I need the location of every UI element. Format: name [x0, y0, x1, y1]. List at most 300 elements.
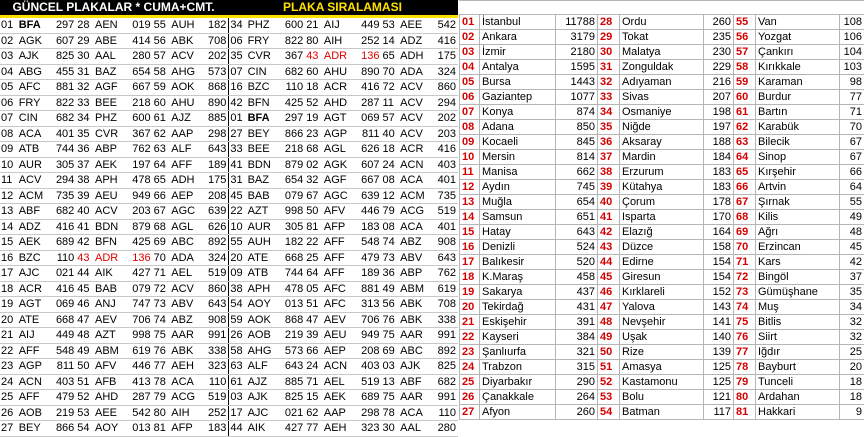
plate-letters: ABC [170, 235, 200, 251]
plate-number: 416 [353, 80, 382, 96]
rank-code: 34 [598, 105, 620, 120]
plate-number: 305 [48, 157, 77, 173]
rank-code: 28 [598, 15, 620, 30]
plate-province-code: 43 [305, 49, 323, 65]
plate-letters: AJK [399, 359, 429, 375]
plate-count: 18 [840, 375, 864, 390]
plate-count: 11788 [556, 15, 598, 30]
plate-province-code: 73 [381, 250, 399, 266]
province-name: Aydın [480, 180, 556, 195]
rank-code: 49 [598, 330, 620, 345]
plate-province-code: 15 [0, 235, 18, 251]
plate-letters: FRY [18, 95, 48, 111]
rank-code: 25 [460, 375, 480, 390]
plate-number: 416 [48, 219, 77, 235]
rank-code: 61 [734, 105, 756, 120]
plate-number: 298 [200, 126, 229, 142]
plate-letters: CVR [94, 126, 124, 142]
plate-province-code: 03 [0, 49, 18, 65]
plate-province-code: 36 [76, 142, 94, 158]
plate-number: 425 [276, 95, 305, 111]
plate-province-code: 32 [76, 80, 94, 96]
ranking-row [460, 30, 864, 45]
plate-count: 260 [556, 405, 598, 420]
plate-province-code: 02 [305, 157, 323, 173]
plate-number: 998 [276, 204, 305, 220]
plate-count: 121 [704, 390, 734, 405]
rank-code: 42 [598, 225, 620, 240]
plate-letters: AGK [323, 157, 353, 173]
plate-number: 287 [124, 390, 153, 406]
plate-province-code: 09 [229, 266, 247, 282]
plate-letters: PHZ [247, 18, 277, 33]
plate-letters: BEY [18, 421, 48, 437]
rank-code: 80 [734, 390, 756, 405]
plate-number: 682 [276, 64, 305, 80]
plate-count: 164 [704, 225, 734, 240]
plate-letters: AUR [247, 219, 277, 235]
plate-number: 682 [429, 374, 458, 390]
province-name: Bilecik [756, 135, 840, 150]
plate-letters: ADZ [399, 33, 429, 49]
plate-province-code: 77 [305, 421, 323, 437]
plate-count: 77 [840, 90, 864, 105]
plate-province-code: 04 [0, 64, 18, 80]
rank-code: 43 [598, 240, 620, 255]
plate-province-code: 49 [76, 343, 94, 359]
rank-code: 78 [734, 360, 756, 375]
plate-province-code: 26 [229, 328, 247, 344]
rank-code: 56 [734, 30, 756, 45]
plate-province-code: 16 [0, 250, 18, 266]
rank-code: 33 [598, 90, 620, 105]
plate-number: 706 [124, 312, 153, 328]
plate-number: 542 [124, 405, 153, 421]
plate-province-code: 74 [381, 235, 399, 251]
plate-count: 20 [840, 360, 864, 375]
plate-number: 338 [429, 312, 458, 328]
plate-province-code: 63 [153, 142, 171, 158]
province-name: Afyon [480, 405, 556, 420]
plate-letters: ABK [399, 297, 429, 313]
plate-number: 762 [429, 266, 458, 282]
plate-number: 822 [48, 95, 77, 111]
plate-number: 654 [276, 173, 305, 189]
plate-letters: AEL [323, 374, 353, 390]
plate-letters: AUH [247, 235, 277, 251]
plate-number: 626 [353, 142, 382, 158]
plate-letters: AHU [170, 95, 200, 111]
province-name: Yalova [620, 300, 704, 315]
plate-province-code: 41 [229, 157, 247, 173]
province-name: Samsun [480, 210, 556, 225]
plate-letters: AGL [170, 219, 200, 235]
plate-row [0, 297, 458, 313]
province-name: İstanbul [480, 15, 556, 30]
plate-province-code: 39 [305, 328, 323, 344]
province-name: Diyarbakır [480, 375, 556, 390]
plate-number: 643 [200, 297, 229, 313]
plate-number: 949 [124, 188, 153, 204]
plate-province-code: 02 [0, 33, 18, 49]
plate-number: 991 [429, 390, 458, 406]
rank-code: 63 [734, 135, 756, 150]
plate-letters: ACG [170, 390, 200, 406]
plate-number: 811 [48, 359, 77, 375]
province-name: Şırnak [756, 195, 840, 210]
plate-province-code: 10 [0, 157, 18, 173]
plate-row [0, 312, 458, 328]
plate-row [0, 188, 458, 204]
plate-number: 323 [353, 421, 382, 437]
rank-code: 13 [460, 195, 480, 210]
rank-code: 31 [598, 60, 620, 75]
plate-number: 427 [276, 421, 305, 437]
plate-number: 654 [124, 64, 153, 80]
rank-code: 19 [460, 285, 480, 300]
plate-letters: ATE [18, 312, 48, 328]
rank-code: 35 [598, 120, 620, 135]
ranking-row [460, 90, 864, 105]
plate-province-code: 06 [0, 95, 18, 111]
province-name: Artvin [756, 180, 840, 195]
plate-province-code: 54 [76, 421, 94, 437]
plate-letters: AEL [170, 266, 200, 282]
plate-letters: AGT [323, 111, 353, 127]
rank-code: 47 [598, 300, 620, 315]
plate-province-code: 19 [0, 297, 18, 313]
plate-number: 110 [276, 80, 305, 96]
rank-code: 06 [460, 90, 480, 105]
plate-number: 280 [124, 49, 153, 65]
rank-code: 51 [598, 360, 620, 375]
plate-letters: AFP [170, 421, 200, 437]
plate-number: 668 [48, 312, 77, 328]
plate-letters: AEK [18, 235, 48, 251]
province-name: K.Maraş [480, 270, 556, 285]
plate-province-code: 65 [153, 173, 171, 189]
plate-province-code: 66 [305, 343, 323, 359]
province-name: Osmaniye [620, 105, 704, 120]
plate-province-code: 67 [153, 204, 171, 220]
plate-number: 998 [124, 328, 153, 344]
plate-number: 879 [276, 157, 305, 173]
plate-letters: BFA [18, 18, 48, 33]
plate-province-code: 73 [153, 297, 171, 313]
plate-province-code: 18 [305, 80, 323, 96]
plate-province-code: 08 [0, 126, 18, 142]
plate-province-code: 13 [381, 374, 399, 390]
plate-number: 323 [200, 359, 229, 375]
plate-letters: ABG [18, 64, 48, 80]
ranking-row [460, 45, 864, 60]
plate-letters: ALF [247, 359, 277, 375]
plate-number: 607 [353, 157, 382, 173]
plate-number: 427 [124, 266, 153, 282]
plate-province-code: 70 [381, 64, 399, 80]
plate-number: 626 [200, 219, 229, 235]
rank-code: 62 [734, 120, 756, 135]
plate-number: 338 [200, 343, 229, 359]
plate-letters: ABK [399, 312, 429, 328]
plate-count: 651 [556, 210, 598, 225]
plate-count: 1595 [556, 60, 598, 75]
plate-number: 069 [353, 111, 382, 127]
plate-letters: ACM [399, 188, 429, 204]
plate-number: 367 [124, 126, 153, 142]
plate-letters: ACV [399, 111, 429, 127]
plate-number: 908 [200, 312, 229, 328]
plate-letters: AGT [18, 297, 48, 313]
rank-code: 75 [734, 315, 756, 330]
ranking-row [460, 105, 864, 120]
plate-letters: AAR [399, 390, 429, 406]
province-name: Çanakkale [480, 390, 556, 405]
plate-letters: ABP [399, 266, 429, 282]
plate-number: 182 [276, 235, 305, 251]
rank-code: 53 [598, 390, 620, 405]
plate-letters: ABE [94, 33, 124, 49]
plate-letters: FRY [247, 33, 277, 49]
plate-row [0, 359, 458, 375]
plate-row [0, 33, 458, 49]
plate-count: 431 [556, 300, 598, 315]
plate-province-code: 16 [229, 80, 247, 96]
plate-province-code: 56 [381, 297, 399, 313]
rank-code: 02 [460, 30, 480, 45]
plate-letters: AJK [18, 49, 48, 65]
plate-province-code: 03 [229, 390, 247, 406]
plate-count: 198 [704, 105, 734, 120]
plate-number: 449 [48, 328, 77, 344]
plate-count: 103 [840, 60, 864, 75]
plate-province-code: 72 [381, 80, 399, 96]
plate-number: 639 [200, 204, 229, 220]
plate-letters: ABF [399, 374, 429, 390]
plate-letters: AJC [247, 405, 277, 421]
province-name: Kars [756, 255, 840, 270]
plate-count: 321 [556, 345, 598, 360]
province-name: Kırklareli [620, 285, 704, 300]
plate-province-code: 75 [381, 328, 399, 344]
province-name: Karabük [756, 120, 840, 135]
plate-number: 744 [48, 142, 77, 158]
plate-letters: AEH [323, 421, 353, 437]
plate-letters: BEY [247, 126, 277, 142]
plate-province-code: 08 [381, 173, 399, 189]
rank-code: 57 [734, 45, 756, 60]
plate-number: 643 [200, 142, 229, 158]
province-name: Manisa [480, 165, 556, 180]
plate-letters: AAP [170, 126, 200, 142]
province-name: Kastamonu [620, 375, 704, 390]
plate-row [0, 80, 458, 96]
rank-code: 58 [734, 60, 756, 75]
province-name: Isparta [620, 210, 704, 225]
plate-number: 881 [353, 281, 382, 297]
plate-letters: AEP [323, 343, 353, 359]
plate-number: 110 [48, 250, 77, 266]
rank-code: 59 [734, 75, 756, 90]
plate-letters: AIJ [323, 18, 353, 33]
plate-letters: BAB [247, 188, 277, 204]
plate-letters: AGC [323, 188, 353, 204]
plate-letters: AAP [323, 405, 353, 421]
plate-count: 290 [556, 375, 598, 390]
plate-number: 825 [429, 359, 458, 375]
plate-number: 885 [276, 374, 305, 390]
rank-code: 17 [460, 255, 480, 270]
plate-letters: AEK [94, 157, 124, 173]
plate-province-code: 50 [76, 359, 94, 375]
plate-number: 548 [48, 343, 77, 359]
plate-number: 079 [124, 281, 153, 297]
rank-code: 44 [598, 255, 620, 270]
rank-code: 15 [460, 225, 480, 240]
plate-letters: PHZ [94, 111, 124, 127]
plate-letters: AFC [18, 80, 48, 96]
plate-province-code: 14 [0, 219, 18, 235]
plate-count: 67 [840, 150, 864, 165]
province-name: Kilis [756, 210, 840, 225]
plate-count: 154 [704, 255, 734, 270]
plate-province-code: 45 [229, 188, 247, 204]
ranking-row [460, 390, 864, 405]
plate-province-code: 01 [0, 18, 18, 33]
plate-province-code: 32 [305, 173, 323, 189]
province-name: Çankırı [756, 45, 840, 60]
plate-count: 850 [556, 120, 598, 135]
rank-code: 07 [460, 105, 480, 120]
ranking-table [459, 14, 864, 420]
plate-letters: BAB [94, 281, 124, 297]
plate-letters: AEE [94, 405, 124, 421]
plate-province-code: 54 [229, 297, 247, 313]
plate-letters: ACR [18, 281, 48, 297]
plate-number: 519 [200, 266, 229, 282]
plate-province-code: 66 [153, 188, 171, 204]
plate-province-code: 70 [153, 250, 171, 266]
ranking-row [460, 15, 864, 30]
plate-number: 643 [429, 250, 458, 266]
plate-letters: AUR [18, 157, 48, 173]
plate-count: 108 [840, 15, 864, 30]
plate-letters: ADZ [18, 219, 48, 235]
plate-number: 991 [429, 328, 458, 344]
plate-province-code: 51 [305, 297, 323, 313]
plate-province-code: 64 [305, 266, 323, 282]
plate-number: 573 [276, 343, 305, 359]
plate-number: 449 [353, 18, 382, 33]
plate-province-code: 48 [76, 328, 94, 344]
plate-number: 479 [353, 250, 382, 266]
plate-province-code: 45 [76, 281, 94, 297]
plate-letters: AHD [94, 390, 124, 406]
plate-row [0, 18, 458, 33]
plate-province-code: 53 [381, 18, 399, 33]
plate-province-code: 43 [76, 250, 94, 266]
plate-number: 414 [124, 33, 153, 49]
plate-number: 294 [48, 173, 77, 189]
plate-province-code: 10 [229, 219, 247, 235]
plate-count: 437 [556, 285, 598, 300]
plate-letters: BFA [247, 111, 277, 127]
plate-number: 110 [429, 405, 458, 421]
plate-letters: ACV [18, 173, 48, 189]
plate-count: 814 [556, 150, 598, 165]
plate-province-code: 80 [153, 405, 171, 421]
ranking-row [460, 285, 864, 300]
plate-number: 825 [276, 390, 305, 406]
plate-letters: AOK [170, 80, 200, 96]
plate-letters: ACV [170, 49, 200, 65]
province-name: Uşak [620, 330, 704, 345]
plate-number: 735 [429, 188, 458, 204]
plate-province-code: 23 [305, 126, 323, 142]
plate-row [0, 235, 458, 251]
plate-number: 822 [276, 33, 305, 49]
plate-letters: AAL [399, 421, 429, 437]
plate-province-code: 72 [153, 281, 171, 297]
rank-code: 68 [734, 210, 756, 225]
plate-province-code: 12 [0, 188, 18, 204]
plate-letters: AZT [247, 204, 277, 220]
plate-province-code: 63 [229, 359, 247, 375]
plate-number: 668 [276, 250, 305, 266]
plate-letters: AOY [247, 297, 277, 313]
rank-code: 11 [460, 165, 480, 180]
plate-letters: ACV [170, 281, 200, 297]
plate-province-code: 42 [76, 235, 94, 251]
plate-letters: AFF [170, 157, 200, 173]
plate-province-code: 71 [305, 374, 323, 390]
plate-number: 811 [353, 126, 382, 142]
province-name: Hatay [480, 225, 556, 240]
province-name: İzmir [480, 45, 556, 60]
plate-letters: AEN [94, 18, 124, 33]
province-name: Çorum [620, 195, 704, 210]
plate-province-code: 07 [229, 64, 247, 80]
plate-letters: AEV [323, 312, 353, 328]
plate-province-code: 35 [76, 126, 94, 142]
province-name: Kocaeli [480, 135, 556, 150]
province-name: Bursa [480, 75, 556, 90]
plate-letters: AFP [323, 219, 353, 235]
plate-letters: ACV [94, 204, 124, 220]
plate-province-code: 22 [229, 204, 247, 220]
plate-number: 744 [276, 266, 305, 282]
province-name: Siirt [756, 330, 840, 345]
rank-code: 05 [460, 75, 480, 90]
plate-province-code: 55 [153, 18, 171, 33]
province-name: Bolu [620, 390, 704, 405]
rank-code: 40 [598, 195, 620, 210]
plate-letters: ABC [399, 343, 429, 359]
plate-count: 141 [704, 315, 734, 330]
plate-count: 158 [704, 240, 734, 255]
province-name: Gümüşhane [756, 285, 840, 300]
plate-number: 218 [124, 95, 153, 111]
ranking-row [460, 270, 864, 285]
rank-code: 72 [734, 270, 756, 285]
plate-number: 607 [48, 33, 77, 49]
plate-letters: ACN [323, 359, 353, 375]
plate-number: 203 [124, 204, 153, 220]
plate-number: 825 [48, 49, 77, 65]
rank-code: 29 [598, 30, 620, 45]
rank-code: 38 [598, 165, 620, 180]
plate-province-code: 76 [381, 312, 399, 328]
